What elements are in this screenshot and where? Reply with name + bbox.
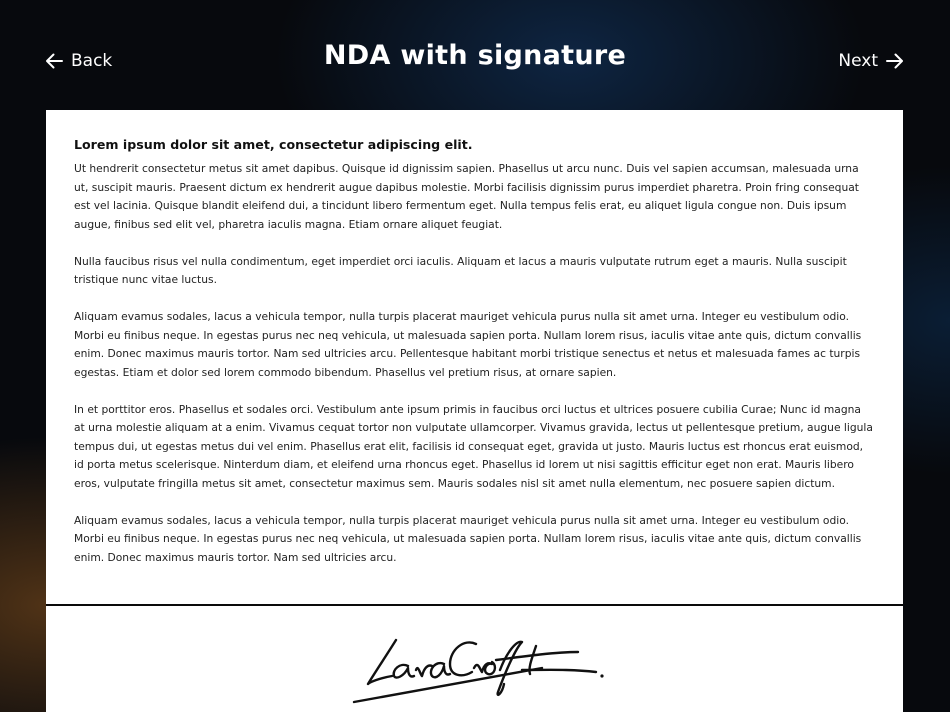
- page-title: NDA with signature: [323, 40, 627, 71]
- document-paragraph: Aliquam evamus sodales, lacus a vehicula tempor, nulla turpis placerat mauriget vehicula purus nulla sit amet urna. Integer eu vestibulum odio. Morbi eu finibus neque. In egestas purus nec neq vehicula, ut malesuada sapien porta. Nullam lorem risus, iaculis vitae ante quis, dictum convallis enim. Donec maximus mauris tortor. Nam sed ultricies arcu.: [74, 513, 862, 564]
- signature-pad[interactable]: [46, 606, 903, 712]
- back-label: Back: [71, 51, 113, 71]
- document-heading: Lorem ipsum dolor sit amet, consectetur adipiscing elit.: [74, 137, 473, 152]
- document-paragraph: Ut hendrerit consectetur metus sit amet dapibus. Quisque id dignissim sapien. Phasellus ut arcu nunc. Duis vel sapien accumsan, malesuada urna ut, suscipit mauris. Praesent dictum ex hendrerit augue dapibus molestie. Morbi facilisis dignissim purus imperdiet pharetra. Proin fring consequat est vel lacinia. Quisque blandit eleifend dui, a tincidunt libero fermentum eget. Nulla tempus felis erat, eu aliquet ligula congue non. Duis ipsum augue, finibus sed elit vel, pharetra iaculis magna. Etiam ornare aliquet feugiat.: [74, 162, 859, 231]
- signature-drawing-icon: [346, 618, 606, 710]
- document-paragraph: Nulla faucibus risus vel nulla condimentum, eget imperdiet orci iaculis. Aliquam et lacus a mauris vulputate rutrum eget a mauris. Nulla suscipit tristique nunc vitae luctus.: [74, 254, 847, 286]
- next-button[interactable]: [838, 48, 904, 74]
- document-paragraph: In et porttitor eros. Phasellus et sodales orci. Vestibulum ante ipsum primis in faucibus orci luctus et ultrices posuere cubilia Curae; Nunc id magna at urna molestie aliquam at a enim. Vivamus cequat tortor non vulputate ullamcorper. Vivamus gravida, lectus ut pellentesque pretium, augue ligula tempus dui, ut egestas metus dui vel enim. Phasellus erat elit, facilisis id consequat eget, gravida ut justo. Mauris luctus est rhoncus erat euismod, id porta metus scelerisque. Ninterdum diam, et eleifend urna rhoncus eget. Phasellus id lorem ut nisi sagittis efficitur eget non erat. Mauris libero eros, vulputate fringilla metus sit amet, consectetur maximus sem. Mauris sodales nisl sit amet nulla elementum, nec posuere sapien dictum.: [74, 402, 873, 490]
- top-bar: [0, 0, 950, 110]
- document-paragraph: Aliquam evamus sodales, lacus a vehicula tempor, nulla turpis placerat mauriget vehicula purus nulla sit amet urna. Integer eu vestibulum odio. Morbi eu finibus neque. In egestas purus nec neq vehicula, ut malesuada sapien porta. Nullam lorem risus, iaculis vitae ante quis, dictum convallis enim. Donec maximus mauris tortor. Nam sed ultricies arcu. Pellentesque habitant morbi tristique senectus et netus et malesuada fames ac turpis egestas. Etiam et dolor sed lorem commodo bibendum. Phasellus vel pretium risus, at ornare sapien.: [74, 310, 862, 379]
- nda-document[interactable]: [46, 110, 903, 604]
- arrow-right-icon: [886, 53, 904, 69]
- next-label: Next: [838, 51, 878, 71]
